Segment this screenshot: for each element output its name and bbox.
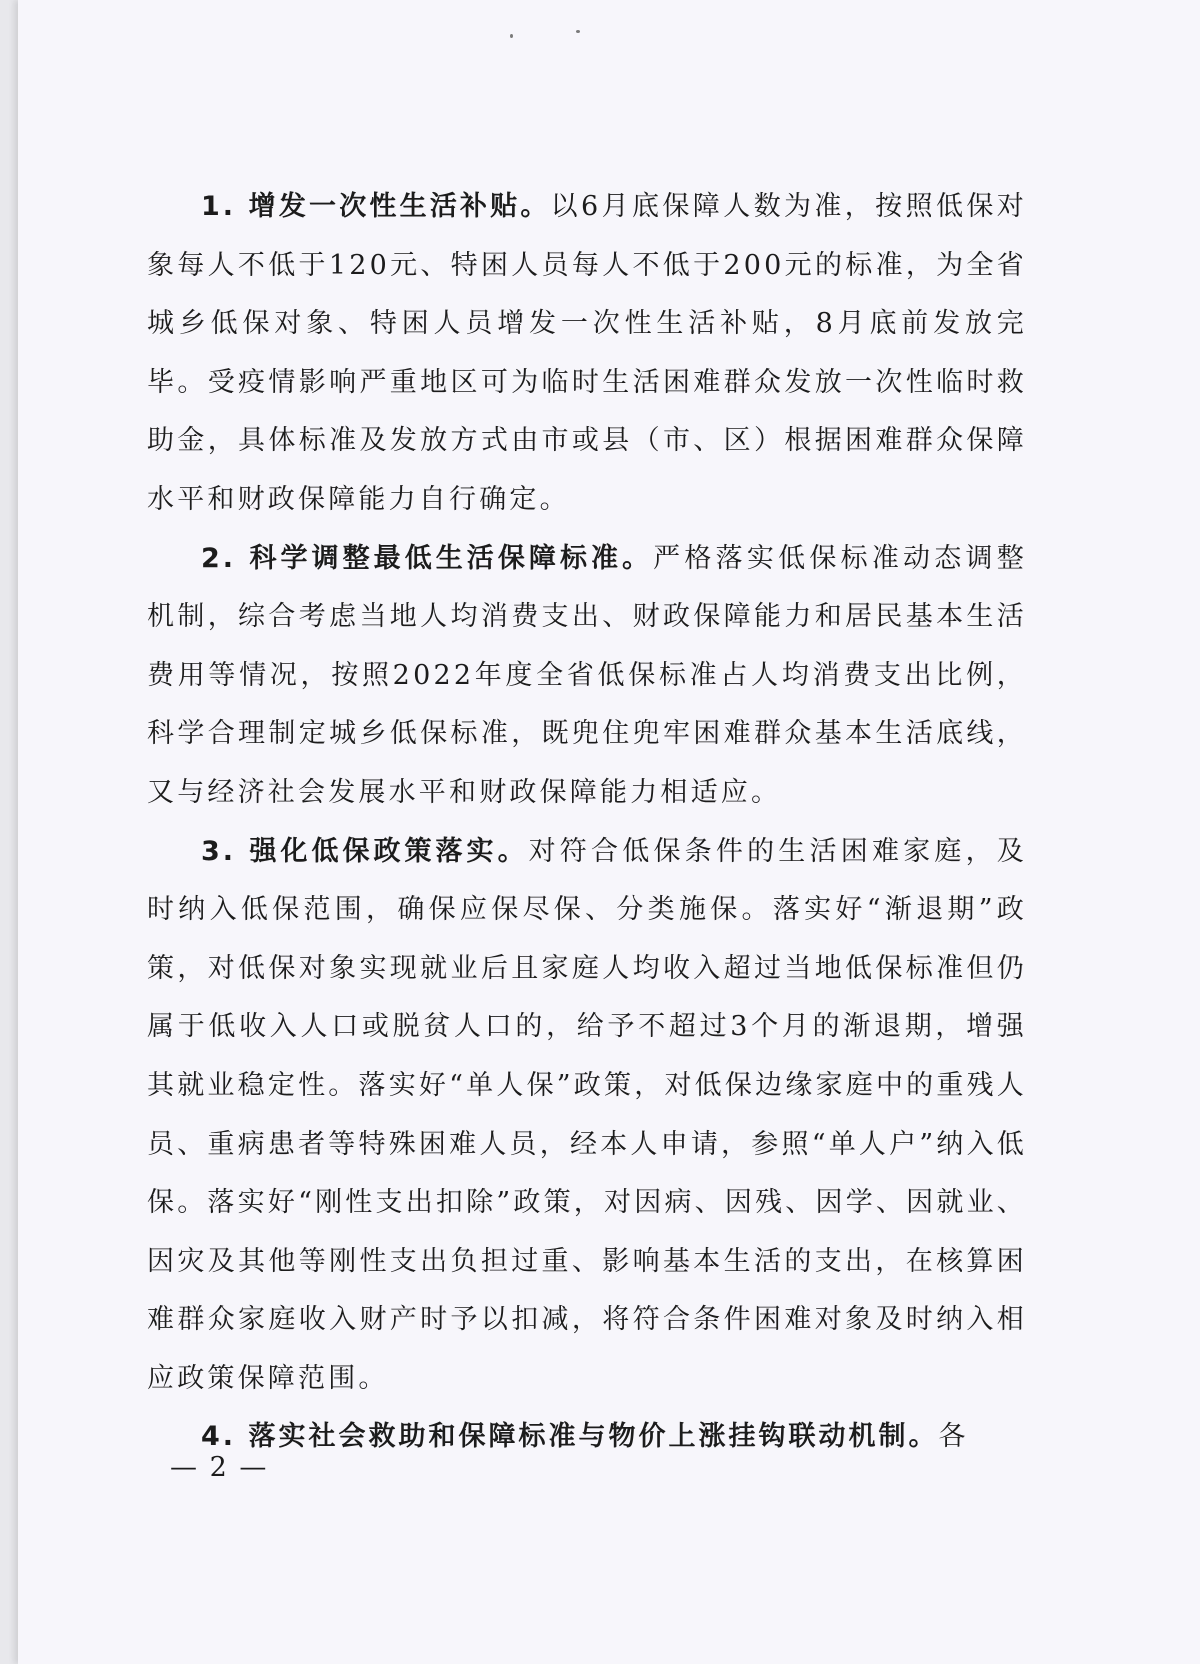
paragraph-2 xyxy=(147,530,1027,823)
paragraph-4 xyxy=(147,1408,1027,1467)
paragraph-heading: 2. 科学调整最低生活保障标准。 xyxy=(201,542,654,574)
paragraph-text: 以6月底保障人数为准，按照低保对象每人不低于120元、特困人员每人不低于200元的标准，为全省城乡低保对象、特困人员增发一次性生活补贴，8月底前发放完毕。受疫情影响严重地区可为临时生活困难群众发放一次性临时救助金，具体标准及发放方式由市或县（市、区）根据困难群众保障水平和财政保障能力自行确定。 xyxy=(147,191,1027,515)
paragraph-text: 对符合低保条件的生活困难家庭，及时纳入低保范围，确保应保尽保、分类施保。落实好“渐退期”政策，对低保对象实现就业后且家庭人均收入超过当地低保标准但仍属于低收入人口或脱贫人口的，给予不超过3个月的渐退期，增强其就业稳定性。落实好“单人保”政策，对低保边缘家庭中的重残人员、重病患者等特殊困难人员，经本人申请，参照“单人户”纳入低保。落实好“刚性支出扣除”政策，对因病、因残、因学、因就业、因灾及其他等刚性支出负担过重、影响基本生活的支出，在核算困难群众家庭收入财产时予以扣减，将符合条件困难对象及时纳入相应政策保障范围。 xyxy=(147,835,1027,1394)
paragraph-heading: 4. 落实社会救助和保障标准与物价上涨挂钩联动机制。 xyxy=(201,1421,939,1453)
paragraph-heading: 3. 强化低保政策落实。 xyxy=(201,835,529,867)
page-number: — 2 — xyxy=(170,1452,269,1483)
document-body xyxy=(147,178,1027,1467)
paragraph-heading: 1. 增发一次性生活补贴。 xyxy=(201,191,551,222)
paragraph-3 xyxy=(147,823,1027,1409)
scan-speck xyxy=(510,34,513,38)
paragraph-1 xyxy=(147,178,1027,530)
paragraph-text: 各 xyxy=(938,1421,969,1453)
scan-speck xyxy=(576,30,580,33)
paragraph-text: 严格落实低保标准动态调整机制，综合考虑当地人均消费支出、财政保障能力和居民基本生活费用等情况，按照2022年度全省低保标准占人均消费支出比例，科学合理制定城乡低保标准，既兜住兜牢困难群众基本生活底线，又与经济社会发展水平和财政保障能力相适应。 xyxy=(147,542,1027,808)
